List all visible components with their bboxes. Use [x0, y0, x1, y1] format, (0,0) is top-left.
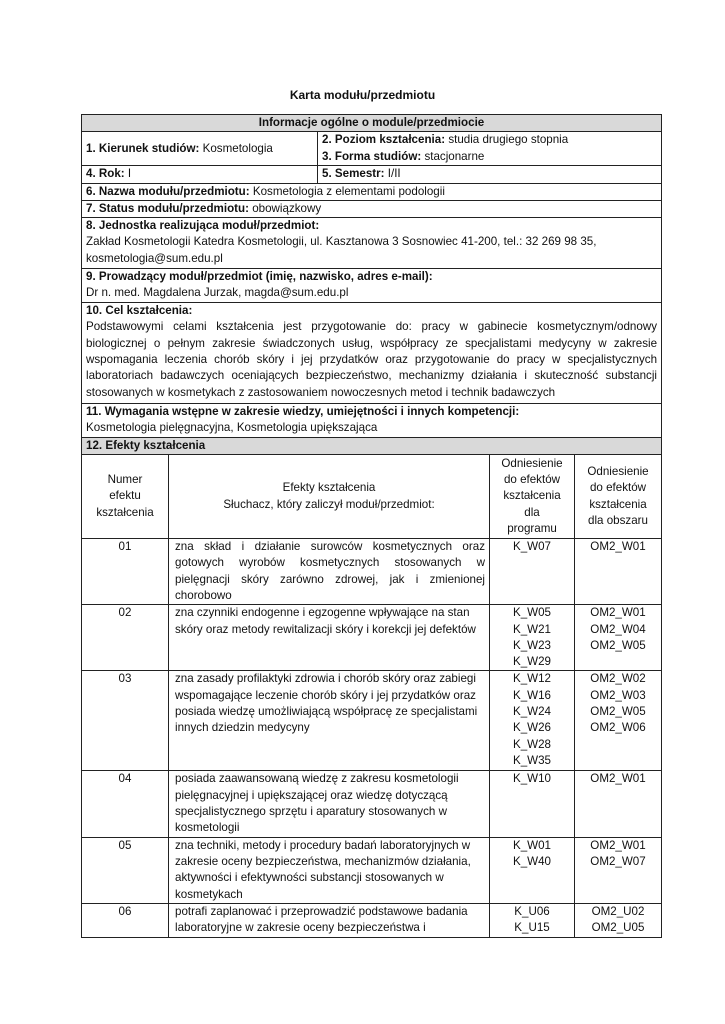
education-level-label: 2. Poziom kształcenia:: [322, 133, 446, 147]
module-name-label: 6. Nazwa modułu/przedmiotu:: [86, 184, 250, 198]
table-row: [82, 671, 662, 771]
lecturer-label: 9. Prowadzący moduł/przedmiot (imię, nazwisko, adres e-mail):: [86, 270, 433, 284]
outcome-number: 05: [82, 837, 169, 903]
outcome-text: zna skład i działanie surowców kosmetycznych oraz gotowych wyrobów kosmetycznych stosowanych w pielęgnacji skóry zarówno zdrowej, jak i zmienionej chorobowo: [169, 539, 490, 605]
goal-cell: [82, 303, 662, 404]
table-row: [82, 771, 662, 837]
module-card-table: [81, 114, 662, 938]
header-area-reference: Odniesienie do efektów kształcenia dla obszaru: [575, 455, 662, 539]
outcome-number: 04: [82, 771, 169, 837]
outcome-text: zna techniki, metody i procedury badań laboratoryjnych w zakresie oceny bezpieczeństwa, mechanizmów działania, aktywności i efektywności substancji stosowanych w kosmetykach: [169, 837, 490, 903]
area-codes: OM2_W01 OM2_W04 OM2_W05: [575, 605, 662, 671]
lecturer-cell: [82, 269, 662, 303]
module-name-value: Kosmetologia z elementami podologii: [252, 184, 445, 198]
table-row: [82, 605, 662, 671]
general-info-header: Informacje ogólne o module/przedmiocie: [82, 115, 662, 132]
header-outcome-number: Numer efektu kształcenia: [82, 455, 169, 539]
module-name-cell: [82, 183, 662, 200]
program-codes: K_W05 K_W21 K_W23 K_W29: [490, 605, 575, 671]
area-codes: OM2_U02 OM2_U05: [575, 903, 662, 937]
program-codes: K_U06 K_U15: [490, 903, 575, 937]
module-status-value: obowiązkowy: [252, 201, 322, 215]
outcome-text: posiada zaawansowaną wiedzę z zakresu kosmetologii pielęgnacyjnej i upiększającej oraz wiedzę dotyczącą specjalistycznego sprzętu i aparatury stosowanych w kosmetologii: [169, 771, 490, 837]
year-label: 4. Rok:: [86, 167, 125, 181]
semester-value: I/II: [387, 167, 401, 181]
goal-value: Podstawowymi celami kształcenia jest przygotowanie do: pracy w gabinecie kosmetycznym/odnowy biologicznej o pełnym zakresie świadczonych usług, współpracy ze specjalistami medycyny w zakresie wspomagania leczenia chorób skóry i jej przydatków oraz przygotowanie do pracy w specjalistycznych laboratoriach badawczych oceniających bezpieczeństwo, mechanizmy działania i skuteczność substancji stosowanych w kosmetykach z zastosowaniem nowoczesnych metod i technik badawczych: [86, 320, 658, 399]
study-form-label: 3. Forma studiów:: [322, 149, 422, 163]
unit-cell: [82, 218, 662, 269]
outcome-number: 01: [82, 539, 169, 605]
unit-value: Zakład Kosmetologii Katedra Kosmetologii, ul. Kasztanowa 3 Sosnowiec 41-200, tel.: 32 269 98 35, kosmetologia@sum.edu.pl: [86, 235, 597, 265]
program-codes: K_W10: [490, 771, 575, 837]
lecturer-value: Dr n. med. Magdalena Jurzak, magda@sum.edu.pl: [86, 286, 349, 300]
program-codes: K_W07: [490, 539, 575, 605]
field-of-study-value: Kosmetologia: [202, 141, 273, 155]
requirements-value: Kosmetologia pielęgnacyjna, Kosmetologia upiększająca: [86, 421, 378, 435]
outcome-number: 06: [82, 903, 169, 937]
area-codes: OM2_W01: [575, 771, 662, 837]
field-of-study-cell: [82, 132, 318, 166]
area-codes: OM2_W02 OM2_W03 OM2_W05 OM2_W06: [575, 671, 662, 771]
outcome-number: 02: [82, 605, 169, 671]
outcome-text: potrafi zaplanować i przeprowadzić podstawowe badania laboratoryjne w zakresie oceny bezpieczeństwa i: [169, 903, 490, 937]
program-codes: K_W12 K_W16 K_W24 K_W26 K_W28 K_W35: [490, 671, 575, 771]
learning-outcomes-header: 12. Efekty kształcenia: [82, 437, 662, 454]
document-title: Karta modułu/przedmiotu: [289, 88, 436, 102]
field-of-study-label: 1. Kierunek studiów:: [86, 141, 200, 155]
program-codes: K_W01 K_W40: [490, 837, 575, 903]
level-and-form-cell: [318, 132, 662, 166]
outcome-text: zna czynniki endogenne i egzogenne wpływające na stan skóry oraz metody rewitalizacji skóry i korekcji jej defektów: [169, 605, 490, 671]
requirements-label: 11. Wymagania wstępne w zakresie wiedzy, umiejętności i innych kompetencji:: [86, 405, 520, 419]
goal-label: 10. Cel kształcenia:: [86, 304, 193, 318]
outcome-number: 03: [82, 671, 169, 771]
outcome-text: zna zasady profilaktyki zdrowia i chorób skóry oraz zabiegi wspomagające leczenie chorób skóry i jej przydatków oraz posiada wiedzę umożliwiającą współpracę ze specjalistami innych dziedzin medycyny: [169, 671, 490, 771]
module-status-cell: [82, 200, 662, 217]
module-status-label: 7. Status modułu/przedmiotu:: [86, 201, 249, 215]
requirements-cell: [82, 404, 662, 438]
unit-label: 8. Jednostka realizująca moduł/przedmiot:: [86, 219, 320, 233]
year-value: I: [127, 167, 132, 181]
table-row: [82, 837, 662, 903]
area-codes: OM2_W01 OM2_W07: [575, 837, 662, 903]
header-program-reference: Odniesienie do efektów kształcenia dla programu: [490, 455, 575, 539]
table-row: [82, 903, 662, 937]
semester-cell: [318, 166, 662, 183]
header-outcome-description: Efekty kształcenia Słuchacz, który zaliczył moduł/przedmiot:: [169, 455, 490, 539]
study-form-value: stacjonarne: [424, 149, 485, 163]
semester-label: 5. Semestr:: [322, 167, 385, 181]
area-codes: OM2_W01: [575, 539, 662, 605]
education-level-value: studia drugiego stopnia: [448, 133, 569, 147]
year-cell: [82, 166, 318, 183]
table-row: [82, 539, 662, 605]
